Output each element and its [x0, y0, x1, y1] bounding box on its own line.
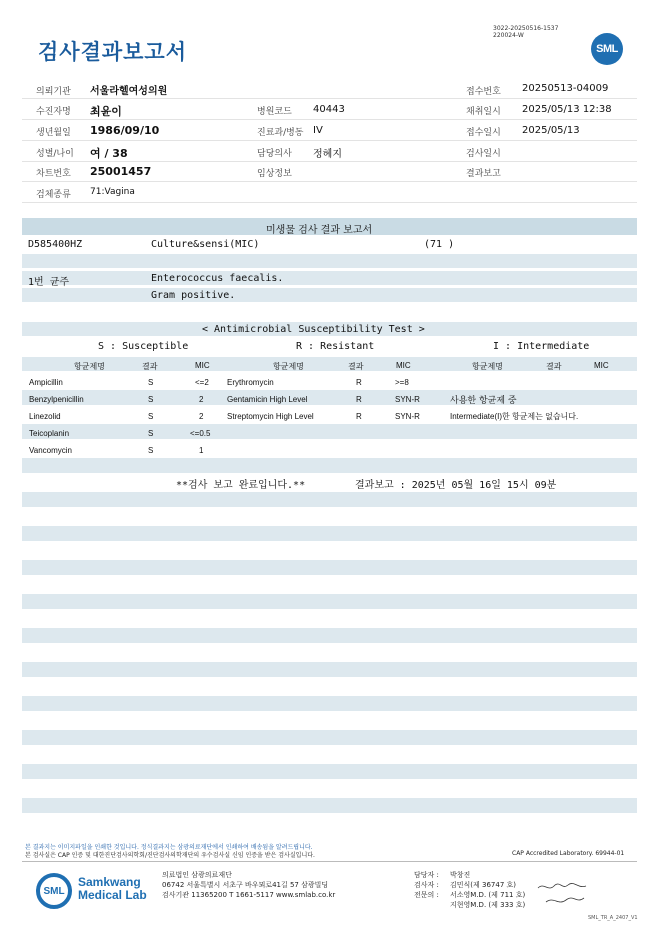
staff-labels: 담당자 : 검사자 : 전문의 : [414, 871, 439, 899]
test-name: Culture&sensi(MIC) [151, 239, 260, 250]
document-id: 3022-20250516-1537 220024-W [493, 25, 559, 39]
stripe [22, 798, 637, 813]
drug-name: Linezolid [29, 412, 61, 421]
completion-text: **검사 보고 완료입니다.** [176, 480, 306, 491]
drug-mic: SYN-R [395, 412, 420, 421]
department: IV [313, 125, 323, 136]
row-divider [22, 161, 637, 162]
drug-result: R [356, 395, 362, 404]
intermediate-note: Intermediate(I)한 항균제는 없습니다. [450, 412, 579, 421]
specimen-type: 71:Vagina [90, 187, 135, 197]
stripe [22, 492, 637, 507]
stripe [22, 424, 637, 439]
sml-footer-logo: SML [36, 873, 72, 909]
label-physician: 담당의사 [257, 149, 292, 159]
drug-result: S [148, 412, 154, 421]
label-receipt-number: 접수번호 [466, 87, 501, 97]
sex-age: 여 / 38 [90, 147, 128, 160]
legend-resistant: R : Resistant [296, 341, 375, 352]
label-birth-date: 생년월일 [36, 128, 71, 138]
drug-result: S [148, 378, 154, 387]
hospital-code: 40443 [313, 104, 345, 115]
ast-title: < Antimicrobial Susceptibility Test > [202, 324, 425, 335]
row-divider [22, 119, 637, 120]
drug-result: S [148, 395, 154, 404]
receipt-time: 2025/05/13 [522, 125, 580, 136]
signature-image [536, 880, 596, 910]
test-code: D585400HZ [28, 239, 83, 250]
patient-name: 최윤이 [90, 105, 122, 118]
stripe [22, 662, 637, 677]
report-time: 결과보고 : 2025년 05월 16일 15시 09분 [355, 480, 557, 491]
birth-date: 1986/09/10 [90, 124, 160, 137]
label-result-report: 결과보고 [466, 169, 501, 179]
stripe [22, 254, 637, 268]
brand-name: Samkwang Medical Lab [78, 875, 147, 902]
stripe [22, 764, 637, 779]
sml-logo: SML [591, 33, 623, 65]
drug-mic: 2 [199, 412, 204, 421]
col-header-result: 결과 [546, 362, 562, 371]
stripe [22, 696, 637, 711]
drug-mic: <=2 [195, 378, 209, 387]
ast-columns-band [22, 357, 637, 371]
col-header-mic: MIC [396, 361, 411, 370]
report-title: 검사결과보고서 [38, 40, 188, 64]
label-hospital-code: 병원코드 [257, 107, 292, 117]
label-requesting-institution: 의뢰기관 [36, 87, 71, 97]
requesting-institution: 서울라헬여성의원 [90, 86, 168, 97]
legend-intermediate: I : Intermediate [493, 341, 590, 352]
drug-mic: SYN-R [395, 395, 420, 404]
drug-mic: >=8 [395, 378, 409, 387]
intermediate-note: 사용한 항균제 중 [450, 396, 517, 406]
organism-label: 1번 균주 [28, 277, 70, 288]
stripe [22, 594, 637, 609]
drug-mic: 2 [199, 395, 204, 404]
stripe [22, 271, 637, 285]
accreditation-notice: 본 검사실은 CAP 인증 및 대한진단검사의학회/진단검사의학재단의 우수검사실 신임 인증을 받은 검사실입니다. [25, 852, 315, 859]
stripe [22, 730, 637, 745]
drug-name: Streptomycin High Level [227, 412, 314, 421]
gram-stain: Gram positive. [151, 290, 236, 301]
stripe [22, 458, 637, 473]
footer-divider [22, 861, 637, 862]
col-header-mic: MIC [195, 361, 210, 370]
drug-result: R [356, 378, 362, 387]
col-header-mic: MIC [594, 361, 609, 370]
stripe [22, 390, 637, 405]
image-notice: 본 결과지는 이미지파일을 인쇄한 것입니다. 정식결과지는 삼광의료재단에서 인쇄하여 배송됨을 알려드립니다. [25, 844, 313, 851]
label-sex-age: 성별/나이 [36, 149, 74, 159]
legend-susceptible: S : Susceptible [98, 341, 189, 352]
col-header-result: 결과 [142, 362, 158, 371]
drug-name: Benzylpenicillin [29, 395, 84, 404]
label-test-time: 검사일시 [466, 149, 501, 159]
drug-name: Vancomycin [29, 446, 72, 455]
stripe [22, 560, 637, 575]
org-contact: 검사기관 11365200 T 1661-5117 www.smlab.co.kr [162, 891, 336, 899]
col-header-drug: 항균제명 [273, 362, 304, 371]
drug-result: S [148, 446, 154, 455]
org-info [162, 870, 335, 900]
chart-number: 25001457 [90, 165, 152, 178]
cap-accreditation: CAP Accredited Laboratory. 69944-01 [512, 850, 625, 857]
receipt-number: 20250513-04009 [522, 83, 609, 94]
row-divider [22, 140, 637, 141]
test-number: (71 ) [424, 239, 455, 250]
stripe [22, 526, 637, 541]
label-clinical-info: 임상정보 [257, 169, 292, 179]
col-header-drug: 항균제명 [472, 362, 503, 371]
label-patient-name: 수진자명 [36, 107, 71, 117]
label-chart-number: 차트번호 [36, 169, 71, 179]
form-code: SML_TR_A_2407_V1 [588, 915, 638, 921]
label-collection-time: 채취일시 [466, 107, 501, 117]
col-header-result: 결과 [348, 362, 364, 371]
collection-time: 2025/05/13 12:38 [522, 104, 612, 115]
label-department: 진료과/병동 [257, 128, 304, 138]
drug-result: R [356, 412, 362, 421]
stripe [22, 288, 637, 302]
micro-section-title: 미생물 검사 결과 보고서 [266, 225, 373, 236]
row-divider [22, 98, 637, 99]
spacer [22, 305, 637, 315]
org-address: 06742 서울특별시 서초구 바우뫼로41길 57 삼광빌딩 [162, 881, 329, 889]
drug-mic: <=0.5 [190, 429, 211, 438]
col-header-drug: 항균제명 [74, 362, 105, 371]
physician: 정혜지 [313, 149, 342, 160]
drug-name: Teicoplanin [29, 429, 70, 438]
drug-result: S [148, 429, 154, 438]
label-specimen-type: 검체종류 [36, 190, 71, 200]
stripe [22, 628, 637, 643]
drug-name: Gentamicin High Level [227, 395, 308, 404]
drug-mic: 1 [199, 446, 204, 455]
label-receipt-time: 접수일시 [466, 128, 501, 138]
drug-name: Erythromycin [227, 378, 274, 387]
row-divider [22, 181, 637, 182]
row-divider [22, 202, 637, 203]
org-name: 의료법인 삼광의료재단 [162, 871, 232, 879]
drug-name: Ampicillin [29, 378, 63, 387]
organism-name: Enterococcus faecalis. [151, 273, 284, 284]
staff-values: 박창진 김민식(제 36747 호) 서소영M.D. (제 711 호) 지현영M.D. (제 333 호) [450, 871, 526, 909]
